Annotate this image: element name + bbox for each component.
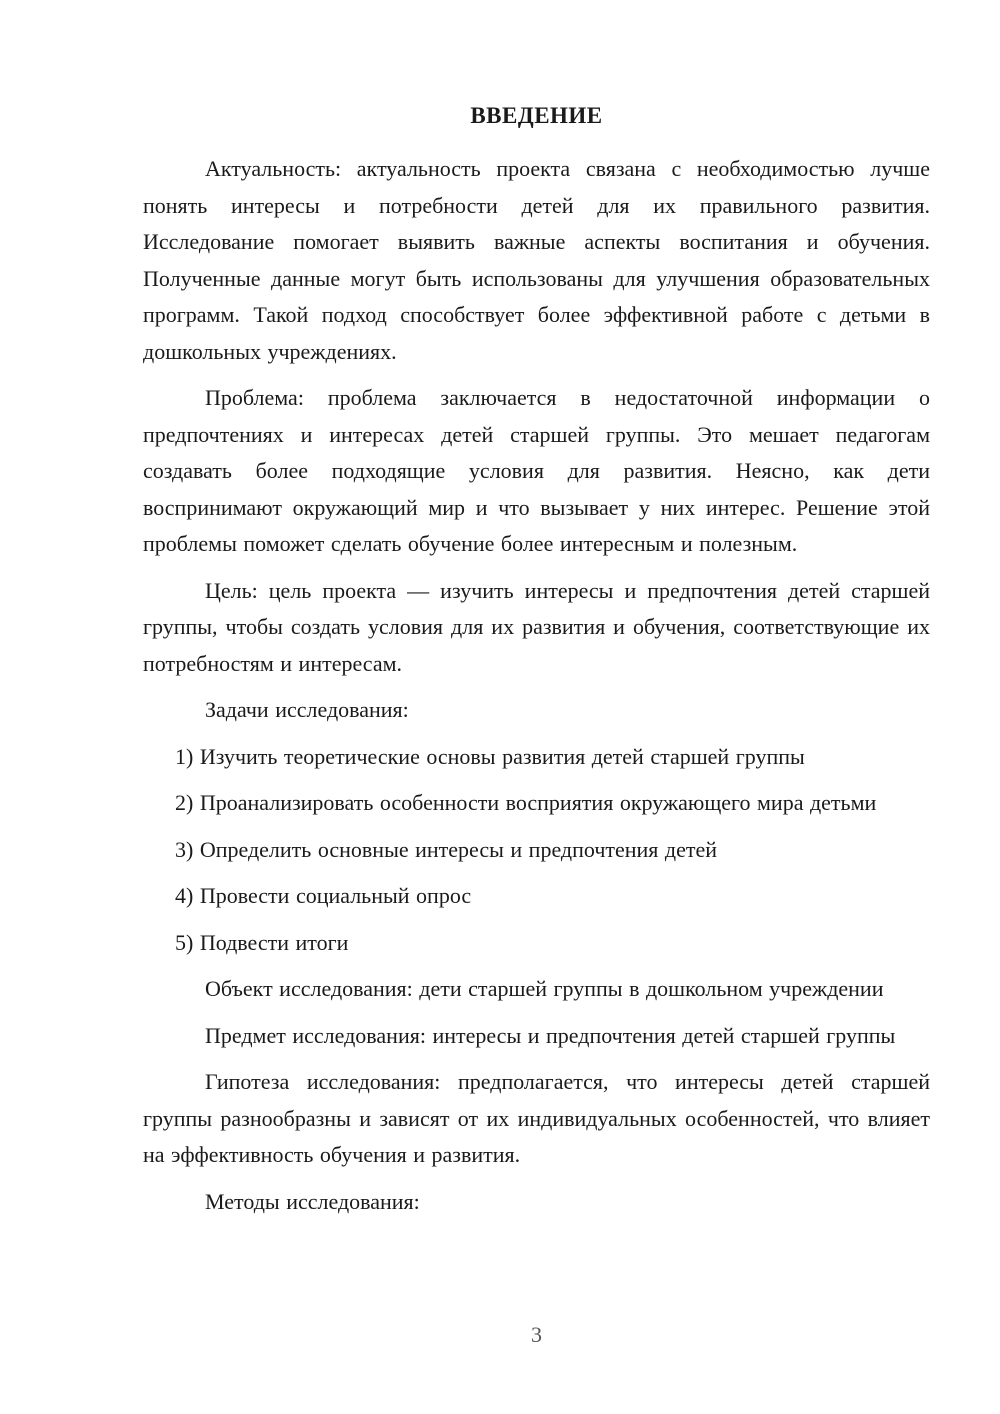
paragraph: Объект исследования: дети старшей группы в дошкольном учреждении bbox=[205, 976, 884, 1001]
paragraph: Актуальность: актуальность проекта связана с необходимостью лучше понять интересы и потребности детей для их правильного развития. Исследование помогает выявить важные аспекты воспитания и обучения. Полученные данные могут быть использованы для улучшения образовательных программ. Такой подход способствует более эффективной работе с детьми в дошкольных учреждениях. bbox=[143, 156, 930, 364]
page-number: 3 bbox=[531, 1322, 542, 1347]
paragraph: Цель: цель проекта — изучить интересы и предпочтения детей старшей группы, чтобы создать условия для их развития и обучения, соответствующие их потребностям и интересам. bbox=[143, 577, 930, 676]
list-item-paragraph: 4) Провести социальный опрос bbox=[175, 883, 472, 908]
document-body bbox=[143, 98, 930, 1230]
paragraph: Задачи исследования: bbox=[205, 697, 409, 722]
list-item-paragraph: 5) Подвести итоги bbox=[175, 929, 349, 955]
paragraph: Предмет исследования: интересы и предпочтения детей старшей группы bbox=[205, 1022, 896, 1048]
list-item-paragraph: 2) Проанализировать особенности восприятия окружающего мира детьми bbox=[175, 790, 877, 815]
document-title: ВВЕДЕНИЕ bbox=[470, 103, 603, 128]
paragraph: Методы исследования: bbox=[205, 1188, 420, 1214]
paragraph: Гипотеза исследования: предполагается, что интересы детей старшей группы разнообразны и зависят от их индивидуальных особенностей, что влияет на эффективность обучения и развития. bbox=[143, 1069, 930, 1167]
paragraph: Проблема: проблема заключается в недостаточной информации о предпочтениях и интересах детей старшей группы. Это мешает педагогам создавать более подходящие условия для развития. Неясно, как дети воспринимают окружающий мир и что вызывает у них интерес. Решение этой проблемы поможет сделать обучение более интересным и полезным. bbox=[143, 385, 930, 556]
list-item-paragraph: 3) Определить основные интересы и предпочтения детей bbox=[175, 836, 718, 862]
list-item-paragraph: 1) Изучить теоретические основы развития детей старшей группы bbox=[175, 743, 805, 769]
